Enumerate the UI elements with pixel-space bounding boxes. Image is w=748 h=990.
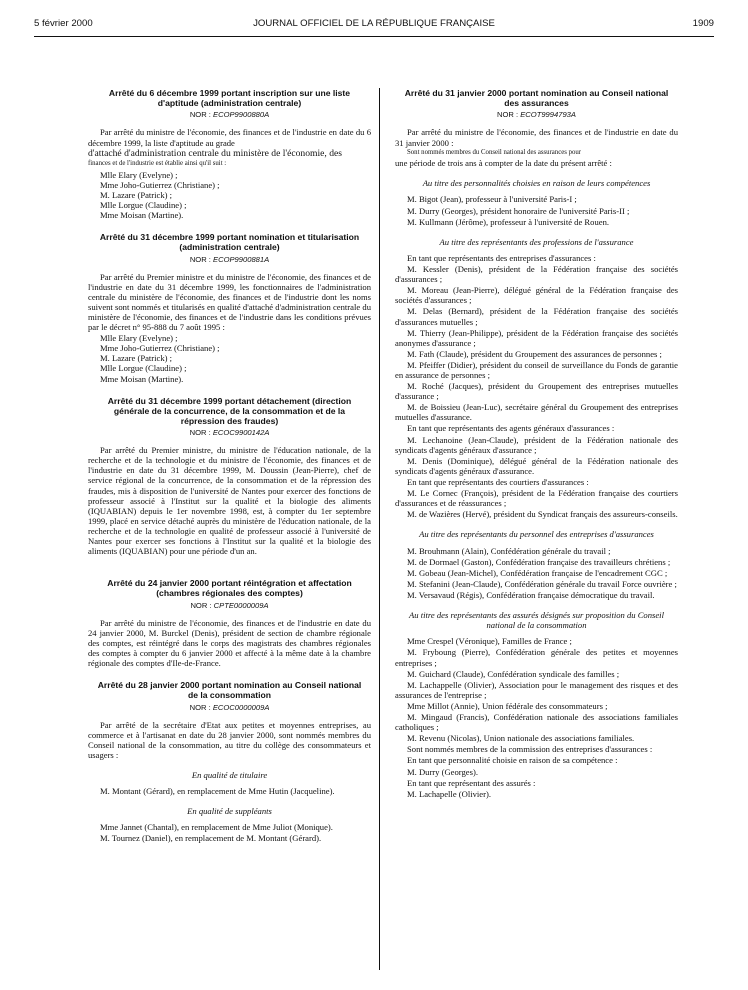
name-list-item: Mme Joho-Gutierrez (Christiane) ;	[100, 343, 220, 354]
member-entry: M. de Boissieu (Jean-Luc), secrétaire général du Groupement des entreprises mutuelles d'assurance.	[395, 402, 678, 423]
nor-code: ECOP9900881A	[213, 254, 270, 264]
name-list-item: Mlle Elary (Evelyne) ;	[100, 333, 178, 344]
member-group-professions	[395, 253, 678, 519]
subheading: Au titre des personnalités choisies en raison de leurs compétences	[422, 178, 651, 189]
body-paragraph: finances et de l'industrie est établie ainsi qu'il suit :	[88, 160, 227, 168]
right-column	[395, 88, 678, 811]
header-rule	[34, 36, 714, 37]
body-paragraph: M. Montant (Gérard), en remplacement de Mme Hutin (Jacqueline).	[100, 786, 335, 797]
member-entry: M. Kessler (Denis), président de la Fédération française des sociétés d'assurances ;	[395, 264, 678, 285]
member-entry: En tant que personnalité choisie en raison de sa compétence :	[407, 755, 618, 766]
arrete-title: Arrêté du 28 janvier 2000 portant nomination au Conseil national de la consommation	[97, 680, 362, 701]
body-paragraph: une période de trois ans à compter de la date du présent arrêté :	[395, 158, 612, 169]
name-list-item: M. Lazare (Patrick) ;	[100, 189, 173, 200]
member-entry: M. Gobeau (Jean-Michel), Confédération française de l'encadrement CGC ;	[407, 567, 668, 578]
member-entry: M. Guichard (Claude), Confédération syndicale des familles ;	[407, 668, 620, 679]
member-entry: M. Fath (Claude), président du Groupement des assurances de personnes ;	[407, 348, 662, 359]
nor-reference: NOR : ECOT9994793A	[497, 110, 576, 120]
arrete-title: Arrêté du 6 décembre 1999 portant inscription sur une liste d'aptitude (administration centrale)	[108, 88, 351, 109]
body-paragraph: Par arrêté du ministre de l'économie, des finances et de l'industrie en date du 6 décembre 1999, la liste d'aptitude au grade	[88, 127, 371, 148]
member-entry: M. de Dormael (Gaston), Confédération française des travailleurs chrétiens ;	[407, 556, 671, 567]
journal-title: JOURNAL OFFICIEL DE LA RÉPUBLIQUE FRANÇAISE	[253, 18, 495, 29]
body-paragraph: d'attaché d'administration centrale du ministère de l'économie, des	[88, 147, 343, 159]
member-entry: Mme Millot (Annie), Union fédérale des consommateurs ;	[407, 700, 608, 711]
member-entry: M. Le Cornec (François), président de la Fédération française des courtiers d'assurances et de réassurances ;	[395, 488, 678, 509]
subheading: En qualité de titulaire	[191, 769, 268, 780]
subheading: Au titre des représentants du personnel des entreprises d'assurances	[419, 529, 654, 540]
member-group-competences	[395, 194, 678, 226]
member-entry: En tant que représentants des agents généraux d'assurances :	[407, 423, 615, 434]
member-entry: M. Revenu (Nicolas), Union nationale des associations familiales.	[407, 733, 635, 744]
subheading: Au titre des représentants des assurés désignés sur proposition du Conseil national de la consommation	[409, 609, 664, 631]
subheading: En qualité de suppléants	[187, 806, 272, 817]
body-paragraph: Par arrêté du ministre de l'économie, des finances et de l'industrie en date du 24 janvier 2000, M. Burckel (Denis), président de section de chambre régionale des comptes, est réintégré dans le corps des magistrats des chambres régionales des comptes à compter du 6 janvier 2000 et affecté à la même date à la chambre régionale des comptes d'Ile-de-France.	[88, 617, 371, 669]
member-entry: M. Bigot (Jean), professeur à l'université Paris-I ;	[407, 194, 577, 205]
name-list-item: Mme Joho-Gutierrez (Christiane) ;	[100, 179, 220, 190]
member-entry: M. Lachappelle (Olivier), Association pour le management des risques et des assurances de l'entreprise ;	[395, 679, 678, 700]
body-paragraph: M. Tournez (Daniel), en remplacement de M. Montant (Gérard).	[100, 833, 322, 844]
member-entry: M. Kullmann (Jérôme), professeur à l'université de Rouen.	[407, 216, 610, 227]
body-paragraph: Mme Jannet (Chantal), en remplacement de Mme Juliot (Monique).	[100, 822, 333, 833]
name-list-item: Mlle Lorgue (Claudine) ;	[100, 363, 187, 374]
member-entry: M. Versavaud (Régis), Confédération française démocratique du travail.	[407, 589, 655, 600]
member-entry: M. Durry (Georges).	[407, 766, 478, 777]
nor-reference: NOR : CPTE0000009A	[190, 600, 269, 610]
arrete-title: Arrêté du 31 janvier 2000 portant nomination au Conseil national des assurances	[404, 88, 669, 109]
member-entry: M. Pfeiffer (Didier), président du conseil de surveillance du Fonds de garantie en assurance de personnes ;	[395, 359, 678, 380]
arrete-section	[88, 232, 371, 383]
member-entry: M. Mingaud (Francis), Confédération nationale des associations familiales catholiques ;	[395, 712, 678, 733]
arrete-section	[88, 396, 371, 557]
nor-code: ECOP9900880A	[213, 110, 270, 120]
member-entry: M. Durry (Georges), président honoraire de l'université Paris-II ;	[407, 205, 630, 216]
body-paragraph: Sont nommés membres du Conseil national des assurances pour	[407, 148, 582, 156]
body-paragraph: Par arrêté du Premier ministre et du ministre de l'économie, des finances et de l'industrie en date du 31 décembre 1999, les fonctionnaires de l'administration centrale du ministère de l'économie, des finances et de l'industrie dont les noms suivent sont nommés et titularisés en qualité d'attaché d'administration centrale du ministère de l'économie, des finances et de l'industrie dans les conditions prévues par le décret n° 95-888 du 7 août 1995 :	[88, 271, 371, 333]
member-entry: M. Denis (Dominique), délégué général de la Fédération nationale des syndicats d'agents généraux d'assurance.	[395, 455, 678, 476]
member-entry: En tant que représentants des courtiers d'assurances :	[407, 476, 589, 487]
page-header	[34, 12, 714, 38]
nor-reference: NOR : ECOC0000009A	[189, 702, 270, 712]
member-entry: En tant que représentant des assurés :	[407, 777, 536, 788]
member-entry: Sont nommés membres de la commission des entreprises d'assurances :	[407, 744, 653, 755]
nor-code: ECOC0000009A	[212, 702, 270, 712]
nor-code: ECOC9900142A	[212, 428, 270, 438]
nor-reference: NOR : ECOP9900881A	[189, 254, 270, 264]
member-entry: M. Delas (Bernard), président de la Fédération française des sociétés d'assurances mutuelles ;	[395, 306, 678, 327]
body-paragraph: Par arrêté du Premier ministre, du ministre de l'éducation nationale, de la recherche et de la technologie et du ministre de l'économie, des finances et de l'industrie en date du 31 décembre 1999, M. Doussin (Jean-Pierre), chef de service régional de la concurrence, de la consommation et de la répression des fraudes, mis à disposition de l'université de Nantes pour exercer des fonctions de professeur associé à l'Institut sur la qualité et la biologie des aliments (IQUABIAN) depuis le 1er novembre 1998, est, à compter du 1er septembre 1999, placé en service détaché auprès du ministère de l'éducation nationale, de la recherche et de la technologie en qualité de professeur associé à l'université de Nantes pour exercer ses fonctions à l'Institut sur la qualité et la biologie des aliments (IQUABIAN) pour une période d'un an.	[88, 445, 371, 557]
body-paragraph: Par arrêté du ministre de l'économie, des finances et de l'industrie en date du 31 janvier 2000 :	[395, 127, 678, 148]
arrete-section	[395, 88, 678, 799]
nor-reference: NOR : ECOP9900880A	[189, 110, 270, 120]
arrete-title: Arrêté du 31 décembre 1999 portant détachement (direction générale de la concurrence, de la consommation et de la répression des fraudes)	[107, 395, 352, 426]
member-entry: Mme Crespel (Véronique), Familles de France ;	[407, 636, 572, 647]
name-list-item: Mme Moisan (Martine).	[100, 210, 184, 221]
arrete-title: Arrêté du 24 janvier 2000 portant réintégration et affectation (chambres régionales des comptes)	[107, 578, 352, 599]
name-list-item: Mme Moisan (Martine).	[100, 373, 184, 384]
name-list-item: Mlle Lorgue (Claudine) ;	[100, 199, 187, 210]
member-entry: M. Fryboung (Pierre), Confédération générale des petites et moyennes entreprises ;	[395, 647, 678, 668]
member-entry: M. Roché (Jacques), président du Groupement des entreprises mutuelles d'assurance ;	[395, 381, 678, 402]
nor-code: CPTE0000009A	[213, 600, 269, 610]
arrete-section	[88, 578, 371, 668]
header-date: 5 février 2000	[34, 18, 93, 29]
nor-reference: NOR : ECOC9900142A	[189, 428, 270, 438]
member-entry: En tant que représentants des entreprises d'assurances :	[407, 252, 596, 263]
arrete-section	[88, 88, 371, 220]
arrete-title: Arrêté du 31 décembre 1999 portant nomination et titularisation (administration centrale)	[99, 232, 360, 253]
name-list-item: M. Lazare (Patrick) ;	[100, 353, 173, 364]
member-entry: M. Stefanini (Jean-Claude), Confédération générale du travail Force ouvrière ;	[407, 578, 677, 589]
body-paragraph: Par arrêté de la secrétaire d'Etat aux petites et moyennes entreprises, au commerce et à l'artisanat en date du 28 janvier 2000, sont nommés membres du Conseil national de la consommation, au titre du collège des consommateurs et usagers :	[88, 719, 371, 760]
member-group-assures	[395, 636, 678, 798]
page-number: 1909	[692, 18, 714, 29]
member-group-personnel	[395, 546, 678, 600]
member-entry: M. Thierry (Jean-Philippe), président de la Fédération française des sociétés anonymes d'assurance ;	[395, 327, 678, 348]
nor-code: ECOT9994793A	[520, 110, 576, 120]
column-divider	[379, 88, 380, 970]
member-entry: M. Brouhmann (Alain), Confédération générale du travail ;	[407, 545, 611, 556]
member-entry: M. Lechanoine (Jean-Claude), président de la Fédération nationale des syndicats d'agents généraux d'assurance ;	[395, 434, 678, 455]
member-entry: M. de Wazières (Hervé), président du Syndicat français des assureurs-conseils.	[407, 509, 678, 520]
member-entry: M. Moreau (Jean-Pierre), délégué général de la Fédération française des sociétés d'assurances ;	[395, 285, 678, 306]
member-entry: M. Lachapelle (Olivier).	[407, 788, 491, 799]
subheading: Au titre des représentants des professions de l'assurance	[439, 236, 634, 247]
name-list-item: Mlle Elary (Evelyne) ;	[100, 169, 178, 180]
arrete-section	[88, 680, 371, 843]
left-column	[88, 88, 371, 856]
